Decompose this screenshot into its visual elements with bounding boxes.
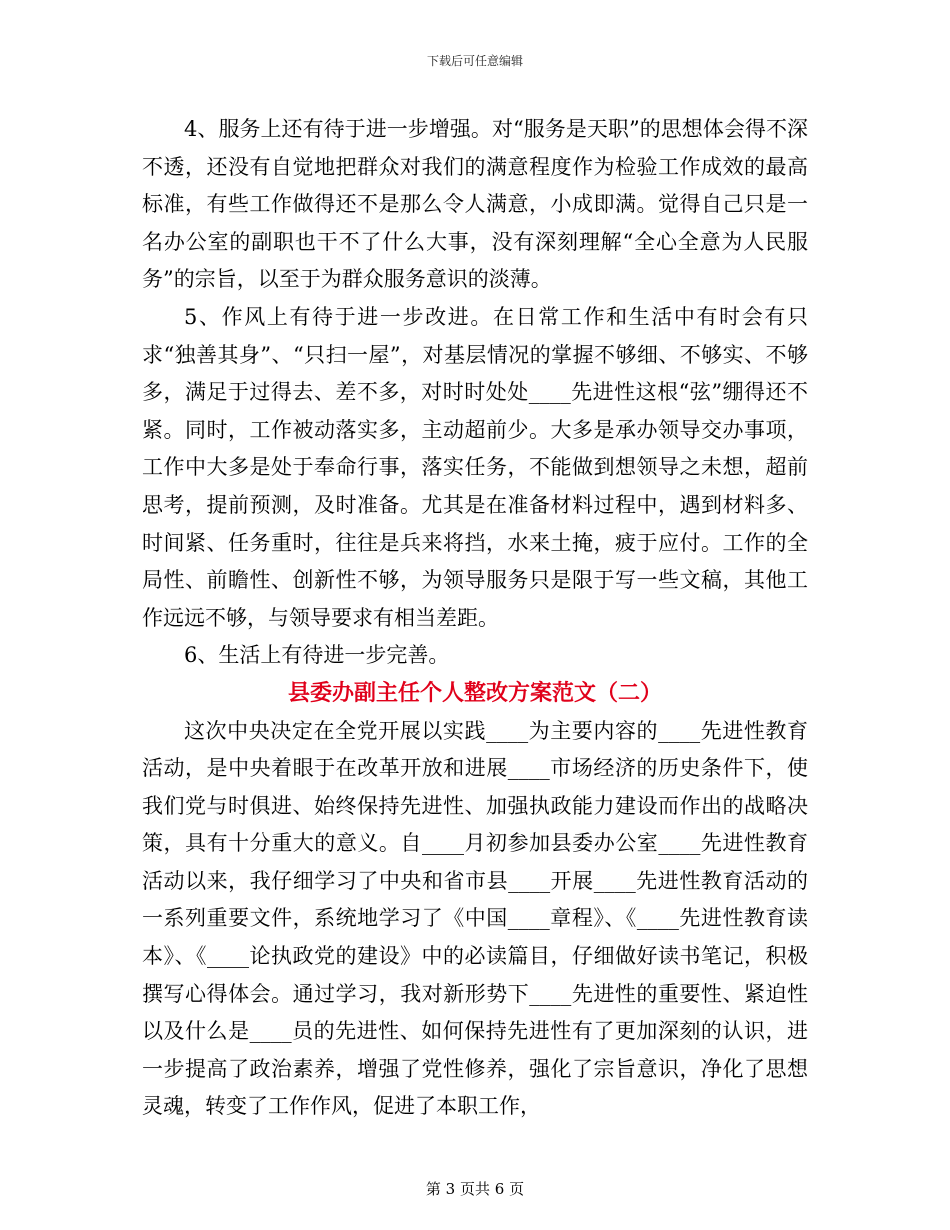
section-title: 县委办副主任个人整改方案范文（二） — [287, 680, 662, 706]
paragraph-4: 4、服务上还有待于进一步增强。对“服务是天职”的思想体会得不深不透，还没有自觉地把群众对我们的满意程度作为检验工作成效的最高标准，有些工作做得还不是那么令人满意，小成即满。觉得自己只是一名办公室的副职也干不了什么大事，没有深刻理解“全心全意为人民服务”的宗旨，以至于为群众服务意识的淡薄。 — [142, 117, 808, 292]
page-header-note: 下载后可任意编辑 — [426, 54, 523, 68]
page-footer: 第 3 页共 6 页 — [425, 1180, 525, 1198]
document-body — [142, 111, 808, 1126]
paragraph-6: 6、生活上有待进一步完善。 — [184, 643, 450, 668]
paragraph-7: 这次中央决定在全党开展以实践____为主要内容的____先进性教育活动，是中央着眼于在改革开放和进展____市场经济的历史条件下，使我们党与时俱进、始终保持先进性、加强执政能力建设而作出的战略决策，具有十分重大的意义。自____月初参加县委办公室____先进性教育活动以来，我仔细学习了中央和省市县____开展____先进性教育活动的一系列重要文件，系统地学习了《中国____章程》、《____先进性教育读本》、《____论执政党的建设》中的必读篇目，仔细做好读书笔记，积极撰写心得体会。通过学习，我对新形势下____先进性的重要性、紧迫性以及什么是____员的先进性、如何保持先进性有了更加深刻的认识，进一步提高了政治素养，增强了党性修养，强化了宗旨意识，净化了思想灵魂，转变了工作作风，促进了本职工作， — [142, 718, 808, 1119]
paragraph-5: 5、作风上有待于进一步改进。在日常工作和生活中有时会有只求“独善其身”、“只扫一屋”，对基层情况的掌握不够细、不够实、不够多，满足于过得去、差不多，对时时处处____先进性这根“弦”绷得还不紧。同时，工作被动落实多，主动超前少。大多是承办领导交办事项，工作中大多是处于奉命行事，落实任务，不能做到想领导之未想，超前思考，提前预测，及时准备。尤其是在准备材料过程中，遇到材料多、时间紧、任务重时，往往是兵来将挡，水来土掩，疲于应付。工作的全局性、前瞻性、创新性不够，为领导服务只是限于写一些文稿，其他工作远远不够，与领导要求有相当差距。 — [142, 304, 808, 630]
